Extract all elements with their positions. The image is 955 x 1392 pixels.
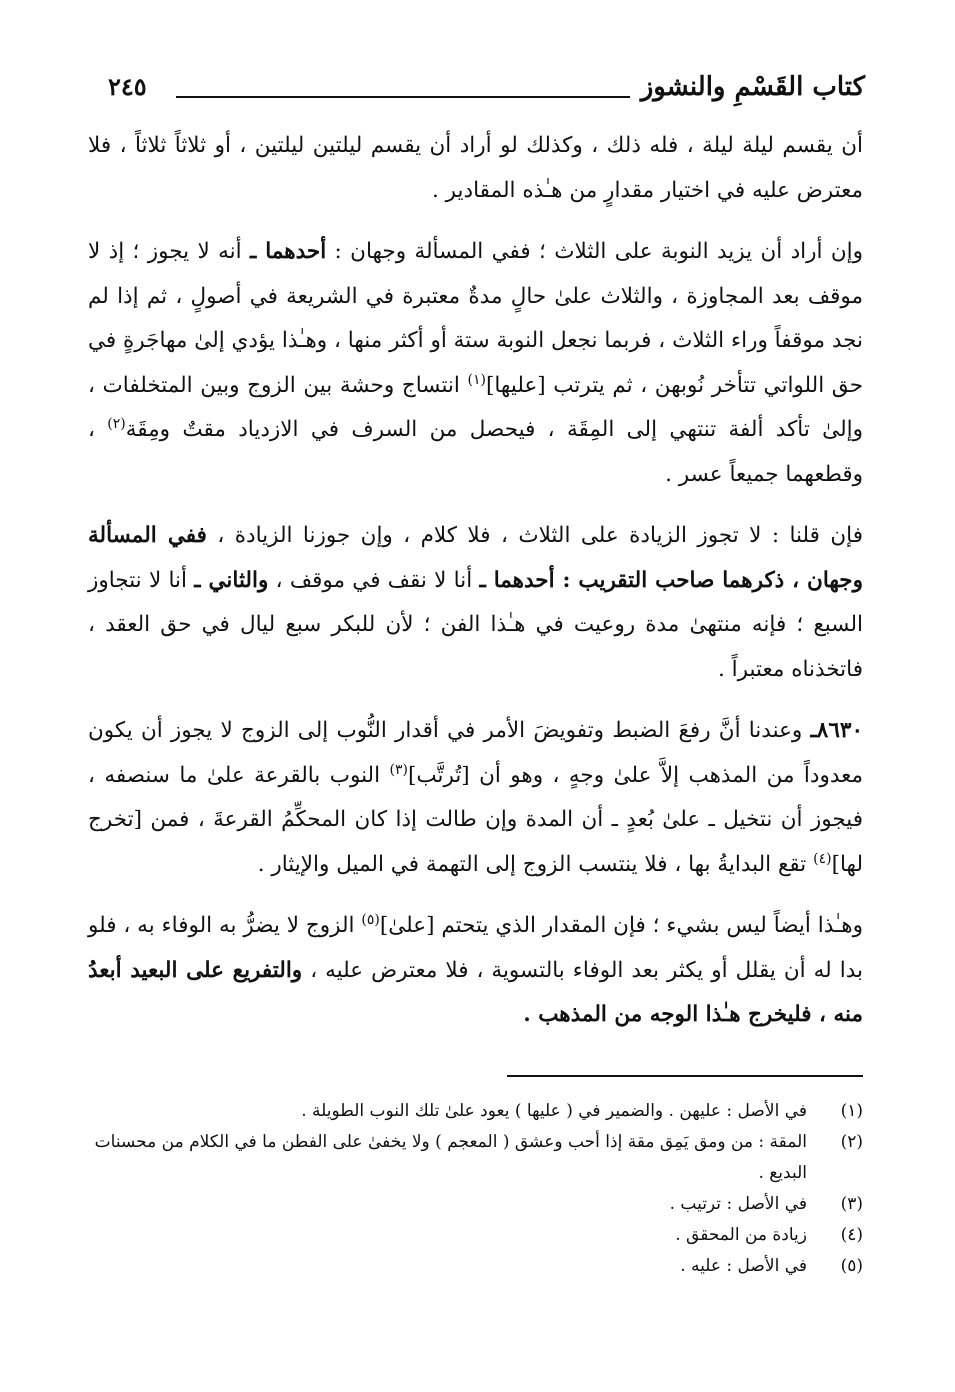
footnote-1 xyxy=(88,1096,863,1127)
text-run: أنا لا نتجاوز السبع ؛ فإنه منتهىٰ مدة روعيت في هـٰذا الفن ؛ لأن للبكر سبع ليال في حق العقد ، فاتخذناه معتبراً . xyxy=(88,567,863,682)
paragraph-3 xyxy=(88,514,863,692)
text-run: النوب بالقرعة علىٰ ما سنصفه ، فيجوز أن نتخيل ـ علىٰ بُعدٍ ـ أن المدة وإن طالت إذا كان المحكِّمُ القرعةَ ، فمن [تخرج لها] xyxy=(88,762,863,877)
paragraph-4 xyxy=(88,709,863,887)
text-run: وهـٰذا أيضاً ليس بشيء ؛ فإن المقدار الذي يتحتم [علىٰ] xyxy=(379,913,864,938)
page-number: ٢٤٥ xyxy=(108,72,147,101)
bold-term: أحدهما ـ xyxy=(249,239,327,264)
footnote-ref-4: (٤) xyxy=(813,850,832,867)
text-run: تقع البدايةُ بها ، فلا ينتسب الزوج إلى التهمة في الميل والإيثار . xyxy=(257,851,814,877)
text-run: انتساج وحشة بين الزوج وبين المتخلفات ، وإلىٰ تأكد ألفة تنتهي إلى المِقَة ، فيحصل من السرف في الازدياد مقتٌ ومِقَة xyxy=(88,372,864,442)
paragraph-1 xyxy=(88,124,863,213)
footnote-ref-5: (٥) xyxy=(361,911,380,928)
text-run: فإن قلنا : لا تجوز الزيادة على الثلاث ، فلا كلام ، وإن جوزنا الزيادة ، xyxy=(206,523,863,548)
footnote-text: في الأصل : عليهن . والضمير في ( عليها ) يعود علىٰ تلك النوب الطويلة . xyxy=(301,1101,807,1121)
footnote-number: (١) xyxy=(840,1101,863,1121)
footnote-text: المقة : من ومق يَمِق مقة إذا أحب وعشق ( المعجم ) ولا يخفىٰ على الفطن ما في الكلام من محسنات البديع . xyxy=(94,1132,807,1183)
text-run: أنه لا يجوز ؛ إذ لا موقف بعد المجاوزة ، والثلاث علىٰ حالٍ مدةٌ معتبرة في الشريعة في أصولٍ ، ثم إذا لم نجد موقفاً وراء الثلاث ، فربما نجعل النوبة ستة أو أكثر منها ، وهـٰذا يؤدي إلىٰ مهاجَرةٍ في حق اللواتي تتأخر نُوبهن ، ثم يترتب [عليها] xyxy=(88,239,864,398)
footnote-number: (٣) xyxy=(840,1194,863,1214)
text-run: وإن أراد أن يزيد النوبة على الثلاث ؛ ففي المسألة وجهان : xyxy=(326,239,864,264)
bold-term: والثاني ـ xyxy=(194,567,269,593)
text-run: ، وقطعهما جميعاً عسر . xyxy=(88,417,863,487)
footnote-number: (٢) xyxy=(840,1132,863,1152)
running-header xyxy=(108,72,865,116)
text-run: وعندنا أنَّ رفعَ الضبط وتفويضَ الأمر في أقدار النُّوب إلى الزوج لا يجوز أن يكون معدوداً من المذهب إلاَّ علىٰ وجهٍ ، وهو أن [تُرتَّب] xyxy=(88,718,863,788)
text-run: أنا لا نقف في موقف ، xyxy=(268,567,480,593)
footnote-number: (٥) xyxy=(840,1256,863,1276)
footnote-4 xyxy=(88,1220,863,1251)
footnote-ref-3: (٣) xyxy=(389,761,408,778)
footnote-2 xyxy=(88,1127,863,1189)
chapter-title: كتاب القَسْمِ والنشوز xyxy=(640,72,865,102)
footnotes xyxy=(88,1096,863,1282)
footnote-divider xyxy=(507,1075,863,1077)
main-text xyxy=(88,124,863,1038)
footnote-ref-1: (١) xyxy=(467,371,486,388)
text-run: أن يقسم ليلة ليلة ، فله ذلك ، وكذلك لو أراد أن يقسم ليلتين ليلتين ، أو ثلاثاً ثلاثاً ، فلا معترض عليه في اختيار مقدارٍ من هـٰذه المقادير . xyxy=(88,133,863,203)
bold-term: ففي المسألة وجهان ، ذكرهما صاحب التقريب : أحدهما ـ xyxy=(88,523,863,593)
footnote-number: (٤) xyxy=(840,1225,863,1245)
header-rule xyxy=(176,96,630,98)
footnote-3 xyxy=(88,1189,863,1220)
footnote-ref-2: (٢) xyxy=(107,415,126,432)
text-run: الزوج لا يضرُّ به الوفاء به ، فلو بدا له أن يقلل أو يكثر بعد الوفاء بالتسوية ، فلا معترض عليه ، xyxy=(88,913,863,983)
section-number: ٨٦٣٠ـ xyxy=(810,718,863,743)
bold-term: والتفريع على البعيد أبعدُ منه ، فليخرج هـٰذا الوجه من المذهب . xyxy=(88,957,863,1027)
footnote-text: في الأصل : عليه . xyxy=(680,1256,807,1276)
footnote-text: في الأصل : ترتيب . xyxy=(669,1194,807,1214)
footnote-5 xyxy=(88,1251,863,1282)
footnote-text: زيادة من المحقق . xyxy=(675,1225,807,1245)
paragraph-2 xyxy=(88,230,863,497)
paragraph-5 xyxy=(88,904,863,1038)
